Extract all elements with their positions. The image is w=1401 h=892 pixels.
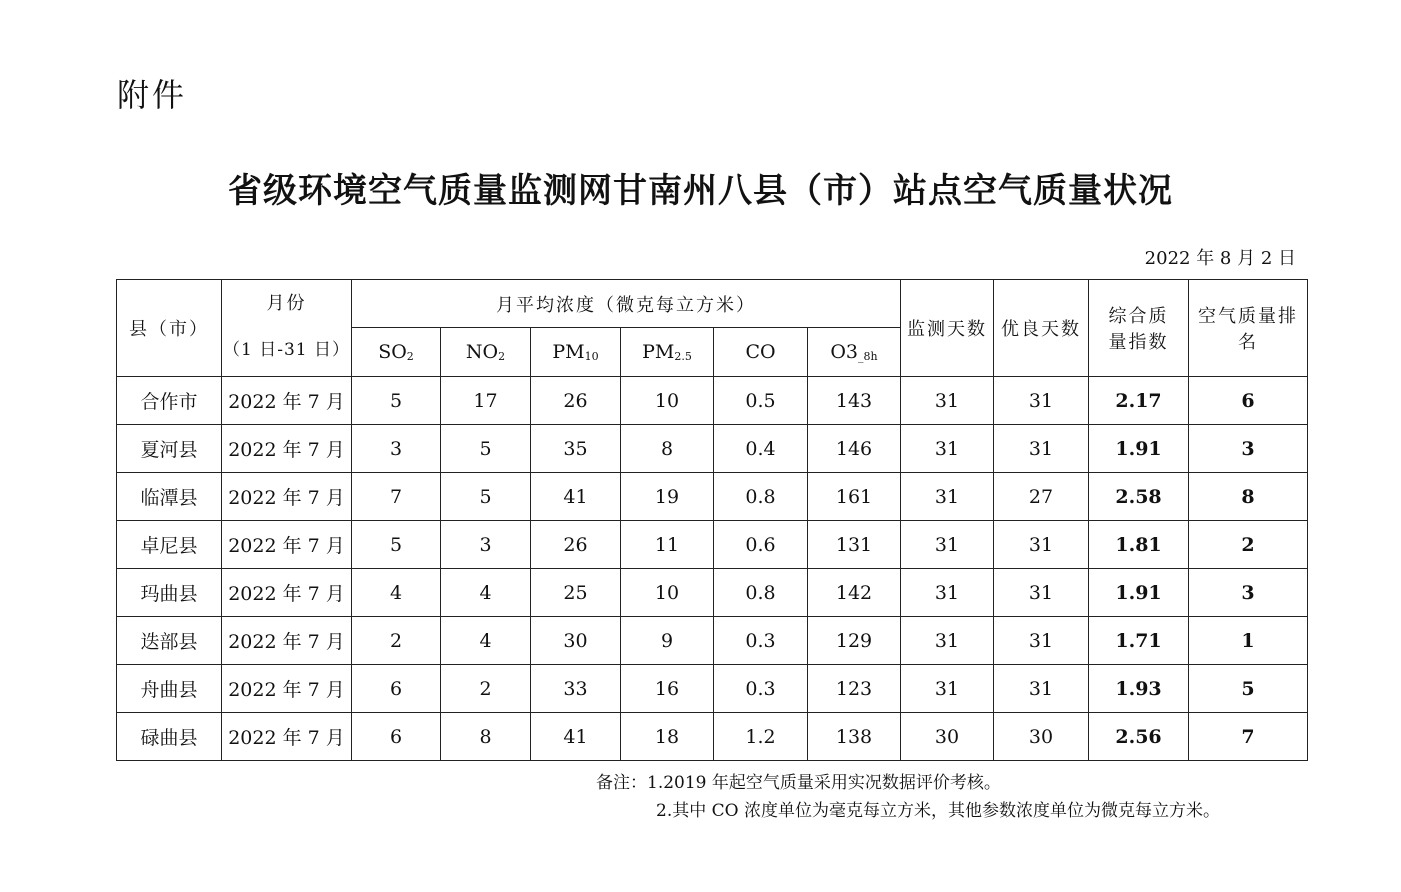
month-cell: 2022 年 7 月 — [222, 713, 352, 761]
good-days-cell: 27 — [994, 473, 1089, 521]
table-row — [117, 665, 1308, 713]
monitor-days-cell: 31 — [901, 473, 994, 521]
header-pm25 — [621, 328, 714, 377]
co-cell: 0.3 — [714, 617, 808, 665]
header-co: CO — [714, 328, 808, 377]
no2-cell: 5 — [441, 425, 531, 473]
pm25-cell: 19 — [621, 473, 714, 521]
co-cell: 1.2 — [714, 713, 808, 761]
table-row — [117, 473, 1308, 521]
header-county: 县（市） — [117, 280, 222, 377]
co-cell: 0.6 — [714, 521, 808, 569]
month-cell: 2022 年 7 月 — [222, 665, 352, 713]
header-no2-label: NO — [465, 341, 499, 363]
so2-cell: 3 — [352, 425, 441, 473]
air-quality-table — [116, 279, 1308, 761]
header-pm10-label: PM — [552, 341, 585, 363]
so2-cell: 4 — [352, 569, 441, 617]
table-row — [117, 377, 1308, 425]
no2-cell: 8 — [441, 713, 531, 761]
note-line-1: 备注：1.2019 年起空气质量采用实况数据评价考核。 — [596, 773, 1001, 793]
so2-cell: 6 — [352, 665, 441, 713]
good-days-cell: 30 — [994, 713, 1089, 761]
rank-cell: 6 — [1189, 377, 1308, 425]
rank-cell: 1 — [1189, 617, 1308, 665]
no2-cell: 4 — [441, 569, 531, 617]
county-cell: 玛曲县 — [117, 569, 222, 617]
header-pm10 — [531, 328, 621, 377]
pm25-cell: 16 — [621, 665, 714, 713]
attachment-label: 附件 — [117, 76, 188, 114]
good-days-cell: 31 — [994, 617, 1089, 665]
county-cell: 卓尼县 — [117, 521, 222, 569]
county-cell: 合作市 — [117, 377, 222, 425]
table-row — [117, 713, 1308, 761]
rank-cell: 7 — [1189, 713, 1308, 761]
no2-cell: 2 — [441, 665, 531, 713]
no2-cell: 3 — [441, 521, 531, 569]
monitor-days-cell: 31 — [901, 569, 994, 617]
so2-cell: 7 — [352, 473, 441, 521]
o3-cell: 123 — [808, 665, 901, 713]
good-days-cell: 31 — [994, 521, 1089, 569]
month-cell: 2022 年 7 月 — [222, 521, 352, 569]
county-cell: 夏河县 — [117, 425, 222, 473]
table-row — [117, 617, 1308, 665]
month-cell: 2022 年 7 月 — [222, 425, 352, 473]
aqi-cell: 2.58 — [1089, 473, 1189, 521]
so2-cell: 2 — [352, 617, 441, 665]
o3-cell: 143 — [808, 377, 901, 425]
header-month — [222, 280, 352, 377]
o3-cell: 142 — [808, 569, 901, 617]
county-cell: 舟曲县 — [117, 665, 222, 713]
county-cell: 碌曲县 — [117, 713, 222, 761]
pm25-cell: 10 — [621, 569, 714, 617]
header-pm25-sub: 2.5 — [674, 350, 692, 363]
o3-cell: 131 — [808, 521, 901, 569]
header-no2-sub: 2 — [498, 350, 506, 363]
header-avg-concentration: 月平均浓度（微克每立方米） — [352, 280, 901, 328]
rank-cell: 5 — [1189, 665, 1308, 713]
aqi-cell: 2.17 — [1089, 377, 1189, 425]
pm25-cell: 11 — [621, 521, 714, 569]
table-body — [117, 377, 1308, 761]
good-days-cell: 31 — [994, 665, 1089, 713]
header-so2 — [352, 328, 441, 377]
good-days-cell: 31 — [994, 377, 1089, 425]
pm10-cell: 26 — [531, 521, 621, 569]
co-cell: 0.8 — [714, 569, 808, 617]
header-good-days: 优良天数 — [994, 280, 1089, 377]
rank-cell: 3 — [1189, 569, 1308, 617]
pm10-cell: 35 — [531, 425, 621, 473]
no2-cell: 5 — [441, 473, 531, 521]
pm10-cell: 30 — [531, 617, 621, 665]
so2-cell: 5 — [352, 377, 441, 425]
o3-cell: 129 — [808, 617, 901, 665]
report-date: 2022 年 8 月 2 日 — [1144, 248, 1296, 269]
pm10-cell: 25 — [531, 569, 621, 617]
header-monitor-days: 监测天数 — [901, 280, 994, 377]
good-days-cell: 31 — [994, 425, 1089, 473]
table-row — [117, 521, 1308, 569]
monitor-days-cell: 31 — [901, 617, 994, 665]
pm10-cell: 41 — [531, 473, 621, 521]
table-row — [117, 425, 1308, 473]
co-cell: 0.8 — [714, 473, 808, 521]
so2-cell: 6 — [352, 713, 441, 761]
monitor-days-cell: 31 — [901, 521, 994, 569]
pm25-cell: 9 — [621, 617, 714, 665]
county-cell: 迭部县 — [117, 617, 222, 665]
monitor-days-cell: 31 — [901, 425, 994, 473]
header-o3-sub: _8h — [858, 350, 878, 363]
table-row — [117, 569, 1308, 617]
pm25-cell: 8 — [621, 425, 714, 473]
month-cell: 2022 年 7 月 — [222, 377, 352, 425]
pm25-cell: 10 — [621, 377, 714, 425]
rank-cell: 2 — [1189, 521, 1308, 569]
header-so2-label: SO — [378, 341, 407, 363]
header-month-label: 月份 — [266, 292, 307, 314]
header-no2 — [441, 328, 531, 377]
county-cell: 临潭县 — [117, 473, 222, 521]
month-cell: 2022 年 7 月 — [222, 617, 352, 665]
header-o3 — [808, 328, 901, 377]
rank-cell: 3 — [1189, 425, 1308, 473]
note-line-2: 2.其中 CO 浓度单位为毫克每立方米，其他参数浓度单位为微克每立方米。 — [656, 801, 1220, 821]
aqi-cell: 1.71 — [1089, 617, 1189, 665]
header-pm25-label: PM — [642, 341, 675, 363]
aqi-cell: 1.91 — [1089, 425, 1189, 473]
co-cell: 0.5 — [714, 377, 808, 425]
header-aqi: 综合质量指数 — [1089, 280, 1189, 377]
no2-cell: 4 — [441, 617, 531, 665]
aqi-cell: 2.56 — [1089, 713, 1189, 761]
o3-cell: 138 — [808, 713, 901, 761]
monitor-days-cell: 30 — [901, 713, 994, 761]
header-so2-sub: 2 — [406, 350, 414, 363]
o3-cell: 161 — [808, 473, 901, 521]
header-row-1 — [117, 280, 1308, 328]
pm10-cell: 26 — [531, 377, 621, 425]
aqi-cell: 1.91 — [1089, 569, 1189, 617]
so2-cell: 5 — [352, 521, 441, 569]
monitor-days-cell: 31 — [901, 665, 994, 713]
co-cell: 0.4 — [714, 425, 808, 473]
pm10-cell: 41 — [531, 713, 621, 761]
pm10-cell: 33 — [531, 665, 621, 713]
good-days-cell: 31 — [994, 569, 1089, 617]
no2-cell: 17 — [441, 377, 531, 425]
o3-cell: 146 — [808, 425, 901, 473]
aqi-cell: 1.81 — [1089, 521, 1189, 569]
co-cell: 0.3 — [714, 665, 808, 713]
header-o3-label: O3 — [830, 341, 859, 363]
month-cell: 2022 年 7 月 — [222, 473, 352, 521]
header-pm10-sub: 10 — [584, 350, 599, 363]
monitor-days-cell: 31 — [901, 377, 994, 425]
aqi-cell: 1.93 — [1089, 665, 1189, 713]
pm25-cell: 18 — [621, 713, 714, 761]
page-title: 省级环境空气质量监测网甘南州八县（市）站点空气质量状况 — [228, 171, 1173, 211]
month-cell: 2022 年 7 月 — [222, 569, 352, 617]
header-rank: 空气质量排名 — [1189, 280, 1308, 377]
rank-cell: 8 — [1189, 473, 1308, 521]
header-month-range: （1 日-31 日） — [223, 339, 350, 360]
